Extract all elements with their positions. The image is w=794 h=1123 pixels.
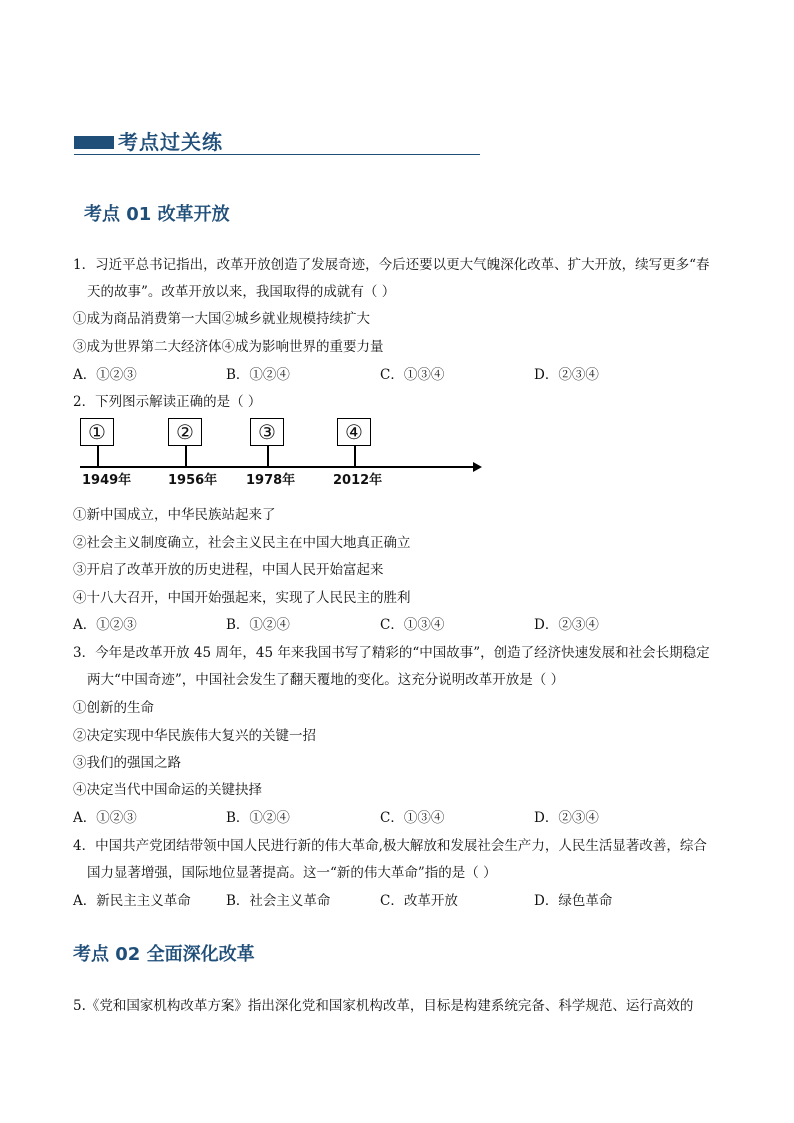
question-4-option-b: B．社会主义革命: [226, 893, 331, 909]
timeline-axis: [80, 466, 475, 468]
question-4-stem-line2: 国力显著增强，国际地位显著提高。这一“新的伟大革命”指的是（ ）: [87, 865, 497, 881]
question-4-stem-line1: 4．中国共产党团结带领中国人民进行新的伟大革命,极大解放和发展社会生产力，人民生活显著改善，综合: [73, 838, 707, 854]
section-title-02: 考点 02 全面深化改革: [73, 944, 255, 965]
timeline-tick: [267, 446, 269, 466]
timeline-year-3: 1978年: [246, 473, 296, 488]
question-2-item: ④十八大召开，中国开始强起来，实现了人民民主的胜利: [73, 590, 411, 606]
banner-underline: [74, 154, 480, 155]
question-4-option-d: D．绿色革命: [534, 893, 613, 909]
question-3-item: ④决定当代中国命运的关键抉择: [73, 782, 262, 798]
question-1-stem-line2: 天的故事”。改革开放以来，我国取得的成就有（ ）: [87, 284, 396, 300]
question-2-item: ①新中国成立，中华民族站起来了: [73, 507, 276, 523]
timeline-tick: [97, 446, 99, 466]
timeline-arrowhead: [473, 462, 482, 472]
question-3-option-a: A．①②③: [73, 810, 137, 826]
timeline-year-2: 1956年: [168, 473, 218, 488]
question-5-stem-line1: 5.《党和国家机构改革方案》指出深化党和国家机构改革，目标是构建系统完备、科学规范、运行高效的: [73, 998, 694, 1014]
timeline-tick: [185, 446, 187, 466]
section-title-01: 考点 01 改革开放: [84, 204, 230, 225]
question-2-item: ③开启了改革开放的历史进程，中国人民开始富起来: [73, 562, 384, 578]
question-3-option-d: D．②③④: [534, 810, 599, 826]
timeline-year-1: 1949年: [82, 473, 132, 488]
timeline-tick: [354, 446, 356, 466]
question-2-item: ②社会主义制度确立，社会主义民主在中国大地真正确立: [73, 535, 411, 551]
question-1-option-c: C．①③④: [380, 367, 445, 383]
question-2-option-b: B．①②④: [226, 617, 290, 633]
question-1-option-b: B．①②④: [226, 367, 290, 383]
question-3-stem-line2: 两大“中国奇迹”，中国社会发生了翻天覆地的变化。这充分说明改革开放是（ ）: [87, 672, 565, 688]
question-2-option-c: C．①③④: [380, 617, 445, 633]
question-3-option-c: C．①③④: [380, 810, 445, 826]
timeline-box-2: ②: [168, 418, 202, 446]
timeline-box-1: ①: [80, 418, 114, 446]
question-4-option-c: C．改革开放: [380, 893, 458, 909]
timeline-box-3: ③: [250, 418, 284, 446]
question-1-item: ①成为商品消费第一大国②城乡就业规模持续扩大: [73, 311, 370, 327]
question-1-stem-line1: 1．习近平总书记指出，改革开放创造了发展奇迹，今后还要以更大气魄深化改革、扩大开放，续写更多“春: [73, 257, 710, 273]
question-1-option-d: D．②③④: [534, 367, 599, 383]
banner-bar: [74, 136, 114, 149]
question-2-option-a: A．①②③: [73, 617, 137, 633]
section-banner: [74, 128, 480, 158]
question-3-stem-line1: 3．今年是改革开放 45 周年，45 年来我国书写了精彩的“中国故事”，创造了经济快速发展和社会长期稳定: [73, 645, 710, 661]
question-1-item: ③成为世界第二大经济体④成为影响世界的重要力量: [73, 339, 384, 355]
timeline-box-4: ④: [337, 418, 371, 446]
question-2-stem: 2．下列图示解读正确的是（ ）: [73, 394, 262, 410]
question-3-option-b: B．①②④: [226, 810, 290, 826]
question-1-option-a: A．①②③: [73, 367, 137, 383]
question-2-option-d: D．②③④: [534, 617, 599, 633]
question-3-item: ②决定实现中华民族伟大复兴的关键一招: [73, 728, 316, 744]
banner-title: 考点过关练: [118, 130, 223, 154]
question-4-option-a: A．新民主主义革命: [73, 893, 191, 909]
question-3-item: ③我们的强国之路: [73, 755, 181, 771]
timeline-year-4: 2012年: [333, 473, 383, 488]
question-3-item: ①创新的生命: [73, 700, 154, 716]
